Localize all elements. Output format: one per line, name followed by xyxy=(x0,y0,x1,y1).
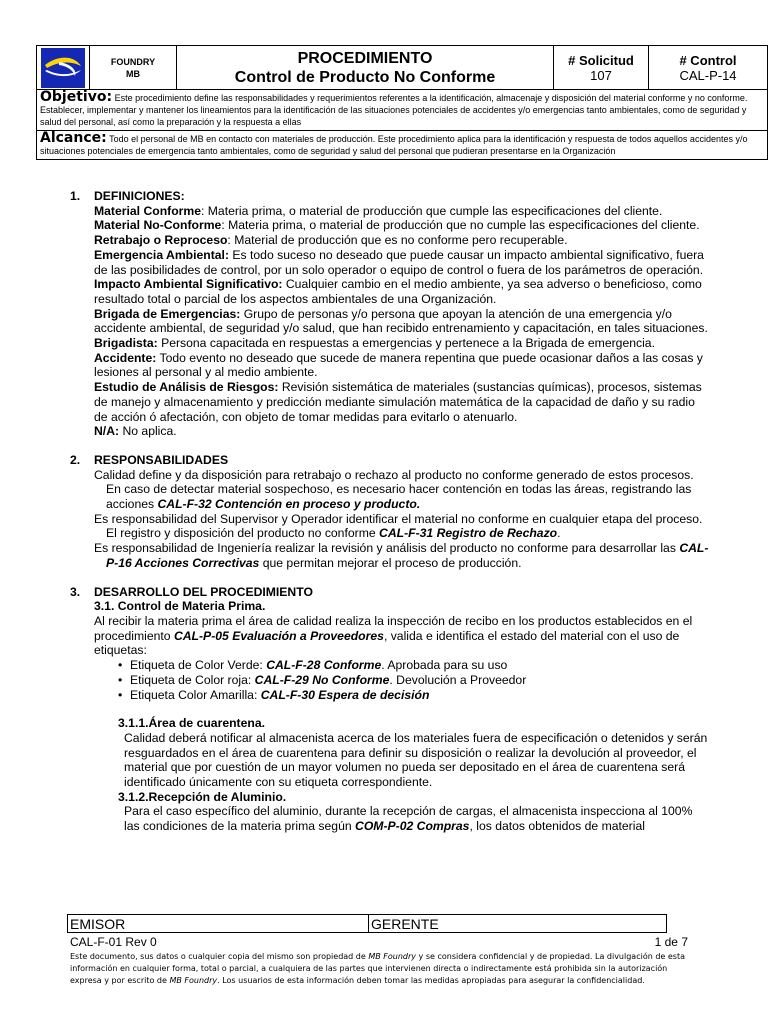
form-reference: CAL-F-29 No Conforme xyxy=(254,672,390,687)
bullet-icon: • xyxy=(118,672,123,687)
form-reference: CAL-F-31 Registro de Rechazo xyxy=(379,526,558,541)
document-header xyxy=(36,45,768,160)
responsibility-ingenieria: Es responsabilidad de Ingeniería realizar la revisión y análisis del producto no conforme para desarrollar las CAL-P-16 Acciones Correctivas que permitan mejorar el proceso de producción. xyxy=(94,541,709,570)
label-bullet-item: • Etiqueta de Color Verde: CAL-F-28 Conforme. Aprobada para su uso xyxy=(118,658,508,673)
bullet-icon: • xyxy=(118,658,123,673)
confidentiality-disclaimer: Este documento, sus datos o cualquier copia del mismo son propiedad de MB Foundry y se considera confidencial y de propiedad. La divulgación de esta información en cualquier forma, total o parcial, a cualquiera de las partes que intervienen directa o indirectamente está prohibida sin la autorización expresa y por escrito de MB Foundry. Los usuarios de esta información deben tomar las medidas apropiadas para asegurar la confidencialidad. xyxy=(70,952,686,985)
alcance-section xyxy=(37,131,768,160)
definition-term: Brigada de Emergencias: xyxy=(94,306,241,321)
definition-text: Persona capacitada en respuestas a emergencias y pertenece a la Brigada de emergencia. xyxy=(161,336,655,351)
objetivo-label: Objetivo: xyxy=(40,89,113,105)
definition-item xyxy=(94,307,710,336)
definition-text: Materia prima, o material de producción que cumple las especificaciones del cliente. xyxy=(207,203,663,218)
logo-cell xyxy=(37,46,90,90)
definition-item: Material Conforme: Materia prima, o material de producción que cumple las especificaciones del cliente. xyxy=(94,203,663,218)
definition-text: Materia prima, o material de producción que no cumple las especificaciones del cliente. xyxy=(228,218,700,233)
company-line1: FOUNDRY xyxy=(110,56,156,67)
page-number: 1 de 7 xyxy=(654,935,688,949)
company-name xyxy=(90,46,177,90)
control-cell xyxy=(649,46,768,90)
section-definiciones-heading xyxy=(70,189,710,204)
definition-term: Material Conforme xyxy=(94,203,201,218)
label-bullet-item: • Etiqueta de Color roja: CAL-F-29 No Conforme. Devolución a Proveedor xyxy=(118,672,527,687)
bullet-icon: • xyxy=(118,687,123,702)
swoosh-icon xyxy=(41,48,85,88)
section-responsabilidades-heading xyxy=(70,453,710,468)
subsection-title: 3.1.1.Área de cuarentena. xyxy=(118,716,265,731)
emisor-cell: EMISOR xyxy=(68,915,369,933)
desarrollo-body xyxy=(70,599,710,834)
procedure-reference: COM-P-02 Compras xyxy=(355,819,470,834)
definition-term: Retrabajo o Reproceso xyxy=(94,233,228,248)
definition-text: Es todo suceso no deseado que puede causar un impacto ambiental significativo, fuera de las posibilidades de control, por un solo operador o equipo de control o fuera de los parámetros de operación. xyxy=(94,247,704,277)
subsection-cuarentena xyxy=(94,716,710,834)
definition-text: Grupo de personas y/o persona que apoyan la atención de una emergencia y/o accidente ambiental, de seguridad y/o salud, que han recibido entrenamiento y capacitación, en tales situaciones. xyxy=(94,306,708,336)
document-title: Control de Producto No Conforme xyxy=(234,68,496,86)
definition-text: Revisión sistemática de materiales (sustancias químicas), procesos, sistemas de manejo y almacenamiento y predicción mediante simulación matemática de la capacidad de daño y su radio de acción ó afectación, con objeto de tomar medidas para evitarlo o atenuarlo. xyxy=(94,380,702,424)
responsibility-supervisor: Es responsabilidad del Supervisor y Operador identificar el material no conforme en cualquier etapa del proceso. El registro y disposición del producto no conforme CAL-F-31 Registro de Rechazo. xyxy=(94,511,703,541)
definition-term: Emergencia Ambiental: xyxy=(94,247,230,262)
procedure-reference: CAL-P-05 Evaluación a Proveedores xyxy=(173,628,384,643)
definition-term: Material No-Conforme xyxy=(94,218,222,233)
form-reference: CAL-F-32 Contención en proceso y producto. xyxy=(157,497,421,512)
form-reference: CAL-F-30 Espera de decisión xyxy=(260,687,430,702)
alcance-text: Todo el personal de MB en contacto con materiales de producción. Este procedimiento aplica para la identificación y respuesta de todos aquellos accidentes y/o situaciones potenciales de emergencia tanto ambientales, como de seguridad y salud del personal que pudieran presentarse en la Organización xyxy=(40,134,748,156)
label-bullet-item: • Etiqueta Color Amarilla: CAL-F-30 Espera de decisión xyxy=(118,687,430,702)
section-title: DEFINICIONES: xyxy=(94,189,185,203)
form-code: CAL-F-01 Rev 0 xyxy=(70,935,157,949)
document-title-cell xyxy=(177,46,554,90)
subsection-title: 3.1. Control de Materia Prima. xyxy=(94,599,266,614)
procedure-reference: CAL-P-16 Acciones Correctivas xyxy=(106,541,709,570)
definition-item xyxy=(94,248,710,277)
section-title: DESARROLLO DEL PROCEDIMIENTO xyxy=(94,584,313,599)
responsibilities-body xyxy=(70,468,710,571)
signature-table xyxy=(67,914,667,933)
definition-term: Impacto Ambiental Significativo: xyxy=(94,277,283,292)
definition-item: Retrabajo o Reproceso: Material de producción que es no conforme pero recuperable. xyxy=(94,233,568,248)
alcance-label: Alcance: xyxy=(40,130,107,146)
document-type: PROCEDIMIENTO xyxy=(297,49,433,67)
subsection-title: 3.1.2.Recepción de Aluminio. xyxy=(118,789,287,804)
responsibility-calidad: Calidad define y da disposición para retrabajo o rechazo al producto no conforme generado de estos procesos. En caso de detectar material sospechoso, es necesario hacer contención en todas las áreas, registrando las acciones CAL-F-32 Contención en proceso y producto. xyxy=(94,467,694,512)
definition-text: Material de producción que es no conforme pero recuperable. xyxy=(234,233,568,248)
definition-text: Cualquier cambio en el medio ambiente, ya sea adverso o beneficioso, como resultado total o parcial de los aspectos ambientales de una Organización. xyxy=(94,277,702,306)
objetivo-text: Este procedimiento define las responsabilidades y requerimientos referentes a la identificación, almacenaje y disposición del material conforme y no conforme. Establecer, implementar y mantener los lineamientos para la identificación de las situaciones potenciales de accidentes y/o emergencias tanto ambientales, como de seguridad y salud del personal, así como la preparación y la respuesta a ellas xyxy=(40,93,748,127)
definition-item: Material No-Conforme: Materia prima, o material de producción que no cumple las especificaciones del cliente. xyxy=(94,218,700,233)
control-value: CAL-P-14 xyxy=(679,67,737,83)
definition-item xyxy=(94,424,710,439)
definition-item xyxy=(94,277,710,306)
definition-term: Accidente: xyxy=(94,350,157,365)
solicitud-label: # Solicitud xyxy=(568,52,634,68)
document-body xyxy=(70,189,710,834)
objetivo-section xyxy=(37,90,768,131)
section-number: 2. xyxy=(70,452,81,467)
section-number: 3. xyxy=(70,584,81,599)
definition-item xyxy=(94,336,710,351)
subsection-text: Al recibir la materia prima el área de calidad realiza la inspección de recibo en los productos establecidos en el procedimiento CAL-P-05 Evaluación a Proveedores, valida e identifica el estado del material con el uso de etiquetas: xyxy=(94,613,693,658)
solicitud-value: 107 xyxy=(590,67,612,83)
definition-text: No aplica. xyxy=(122,424,177,439)
definition-term: Estudio de Análisis de Riesgos: xyxy=(94,380,279,395)
company-logo xyxy=(41,48,85,88)
definition-term: Brigadista: xyxy=(94,336,158,351)
form-reference: CAL-F-28 Conforme xyxy=(266,658,382,673)
company-line2: MB xyxy=(126,68,140,79)
subsection-text: Calidad deberá notificar al almacenista acerca de los materiales fuera de especificación o detenidos y serán resguardados en el área de cuarentena para definir su disposición o realizar la devolución al proveedor, el material que por cuestión de un mayor volumen no pueda ser depositado en el área de cuarentena será identificado únicamente con su etiqueta correspondiente. xyxy=(124,730,708,790)
section-desarrollo-heading xyxy=(70,585,710,600)
subsection-text: Para el caso específico del aluminio, durante la recepción de cargas, el almacenista inspecciona al 100% las condiciones de la materia prima según COM-P-02 Compras, los datos obtenidos de material xyxy=(124,804,693,834)
definition-item xyxy=(94,380,710,424)
definitions-list xyxy=(70,204,710,439)
footer-code-row xyxy=(70,935,688,949)
control-label: # Control xyxy=(679,52,737,68)
label-bullets xyxy=(94,658,710,702)
section-title: RESPONSABILIDADES xyxy=(94,452,229,467)
definition-text: Todo evento no deseado que sucede de manera repentina que puede ocasionar daños a las cosas y lesiones al personal y al medio ambiente. xyxy=(94,350,703,380)
solicitud-cell xyxy=(554,46,649,90)
section-number: 1. xyxy=(70,189,81,203)
gerente-cell: GERENTE xyxy=(369,915,667,933)
definition-item xyxy=(94,351,710,380)
definition-term: N/A: xyxy=(94,424,120,439)
